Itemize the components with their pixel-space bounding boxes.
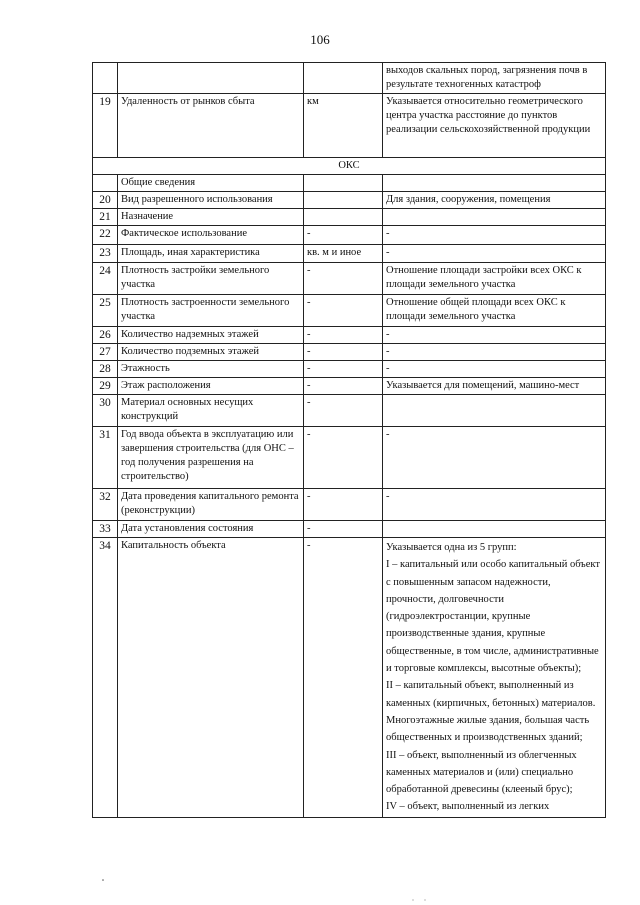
row-number: 27 <box>93 344 118 361</box>
row-name: Плотность застроенности земельного участка <box>118 295 304 327</box>
scan-speck <box>424 899 425 900</box>
row-name: Количество надземных этажей <box>118 327 304 344</box>
row-note: Отношение площади застройки всех ОКС к площади земельного участка <box>383 263 606 295</box>
table-row <box>93 395 606 427</box>
row-unit <box>304 63 383 94</box>
row-unit <box>304 192 383 209</box>
row-name: Год ввода объекта в эксплуатацию или завершения строительства (для ОНС – год получения разрешения на строительство) <box>118 427 304 489</box>
scan-speck <box>102 879 104 881</box>
row-name: Дата установления состояния <box>118 521 304 538</box>
table-row <box>93 94 606 158</box>
table-row <box>93 378 606 395</box>
row-name: Дата проведения капитального ремонта (реконструкции) <box>118 489 304 521</box>
row-name: Назначение <box>118 209 304 226</box>
row-note <box>383 209 606 226</box>
table-row <box>93 295 606 327</box>
row-name: Материал основных несущих конструкций <box>118 395 304 427</box>
row-number: 23 <box>93 245 118 263</box>
row-number: 32 <box>93 489 118 521</box>
group-header: Общие сведения <box>118 175 304 192</box>
row-unit <box>304 209 383 226</box>
row-unit <box>304 175 383 192</box>
row-name: Плотность застройки земельного участка <box>118 263 304 295</box>
row-unit: - <box>304 538 383 818</box>
row-unit: - <box>304 521 383 538</box>
row-note <box>383 395 606 427</box>
row-name <box>118 63 304 94</box>
row-number <box>93 63 118 94</box>
row-unit: - <box>304 263 383 295</box>
table-row <box>93 344 606 361</box>
row-number: 29 <box>93 378 118 395</box>
row-unit: - <box>304 427 383 489</box>
row-note: выходов скальных пород, загрязнения почв в результате техногенных катастроф <box>383 63 606 94</box>
row-name: Фактическое использование <box>118 226 304 245</box>
row-unit: км <box>304 94 383 158</box>
row-number: 20 <box>93 192 118 209</box>
table-row <box>93 538 606 818</box>
row-number: 34 <box>93 538 118 818</box>
row-unit: - <box>304 361 383 378</box>
row-note: Для здания, сооружения, помещения <box>383 192 606 209</box>
table-row <box>93 245 606 263</box>
row-unit: кв. м и иное <box>304 245 383 263</box>
row-number: 33 <box>93 521 118 538</box>
row-note: Указывается для помещений, машино-мест <box>383 378 606 395</box>
row-note: - <box>383 327 606 344</box>
row-note: - <box>383 226 606 245</box>
table-row <box>93 209 606 226</box>
row-note: - <box>383 361 606 378</box>
section-row <box>93 158 606 175</box>
row-number: 22 <box>93 226 118 245</box>
row-number: 30 <box>93 395 118 427</box>
row-number: 26 <box>93 327 118 344</box>
row-unit: - <box>304 395 383 427</box>
row-note: - <box>383 344 606 361</box>
row-name: Этажность <box>118 361 304 378</box>
group-row <box>93 175 606 192</box>
table-row <box>93 489 606 521</box>
table-row <box>93 192 606 209</box>
row-number: 21 <box>93 209 118 226</box>
row-number: 28 <box>93 361 118 378</box>
row-number <box>93 175 118 192</box>
row-number: 31 <box>93 427 118 489</box>
row-name: Вид разрешенного использования <box>118 192 304 209</box>
row-unit: - <box>304 489 383 521</box>
row-note: Указывается относительно геометрического центра участка расстояние до пунктов реализации сельскохозяйственной продукции <box>383 94 606 158</box>
row-unit: - <box>304 226 383 245</box>
row-unit: - <box>304 378 383 395</box>
row-note: - <box>383 489 606 521</box>
row-name: Удаленность от рынков сбыта <box>118 94 304 158</box>
row-note: - <box>383 245 606 263</box>
row-unit: - <box>304 344 383 361</box>
table-row <box>93 263 606 295</box>
table-row <box>93 226 606 245</box>
page-number: 106 <box>310 32 330 47</box>
row-note <box>383 175 606 192</box>
row-number: 24 <box>93 263 118 295</box>
row-name: Капитальность объекта <box>118 538 304 818</box>
row-note <box>383 521 606 538</box>
row-number: 25 <box>93 295 118 327</box>
section-title: ОКС <box>93 158 606 175</box>
row-unit: - <box>304 327 383 344</box>
row-unit: - <box>304 295 383 327</box>
scan-speck <box>412 899 413 900</box>
row-name: Площадь, иная характеристика <box>118 245 304 263</box>
row-number: 19 <box>93 94 118 158</box>
row-note-capital-groups: Указывается одна из 5 групп: I – капитальный или особо капитальный объект с повышенным запасом надежности, прочности, долговечности (гидроэлектростанции, крупные производственные здания, крупные общественные, в том числе, административные и торговые комплексы, высотные объекты); II – капитальный объект, выполненный из каменных (кирпичных, бетонных) материалов. Многоэтажные жилые здания, большая часть общественных и производственных зданий; III – объект, выполненный из облегченных каменных материалов и (или) специально обработанной древесины (клееный брус); IV – объект, выполненный из легких <box>383 538 606 818</box>
row-note: - <box>383 427 606 489</box>
table-row <box>93 427 606 489</box>
table-row <box>93 521 606 538</box>
row-name: Количество подземных этажей <box>118 344 304 361</box>
characteristics-table <box>92 62 606 818</box>
table-row <box>93 327 606 344</box>
table-row <box>93 361 606 378</box>
row-note: Отношение общей площади всех ОКС к площади земельного участка <box>383 295 606 327</box>
table-row <box>93 63 606 94</box>
row-name: Этаж расположения <box>118 378 304 395</box>
